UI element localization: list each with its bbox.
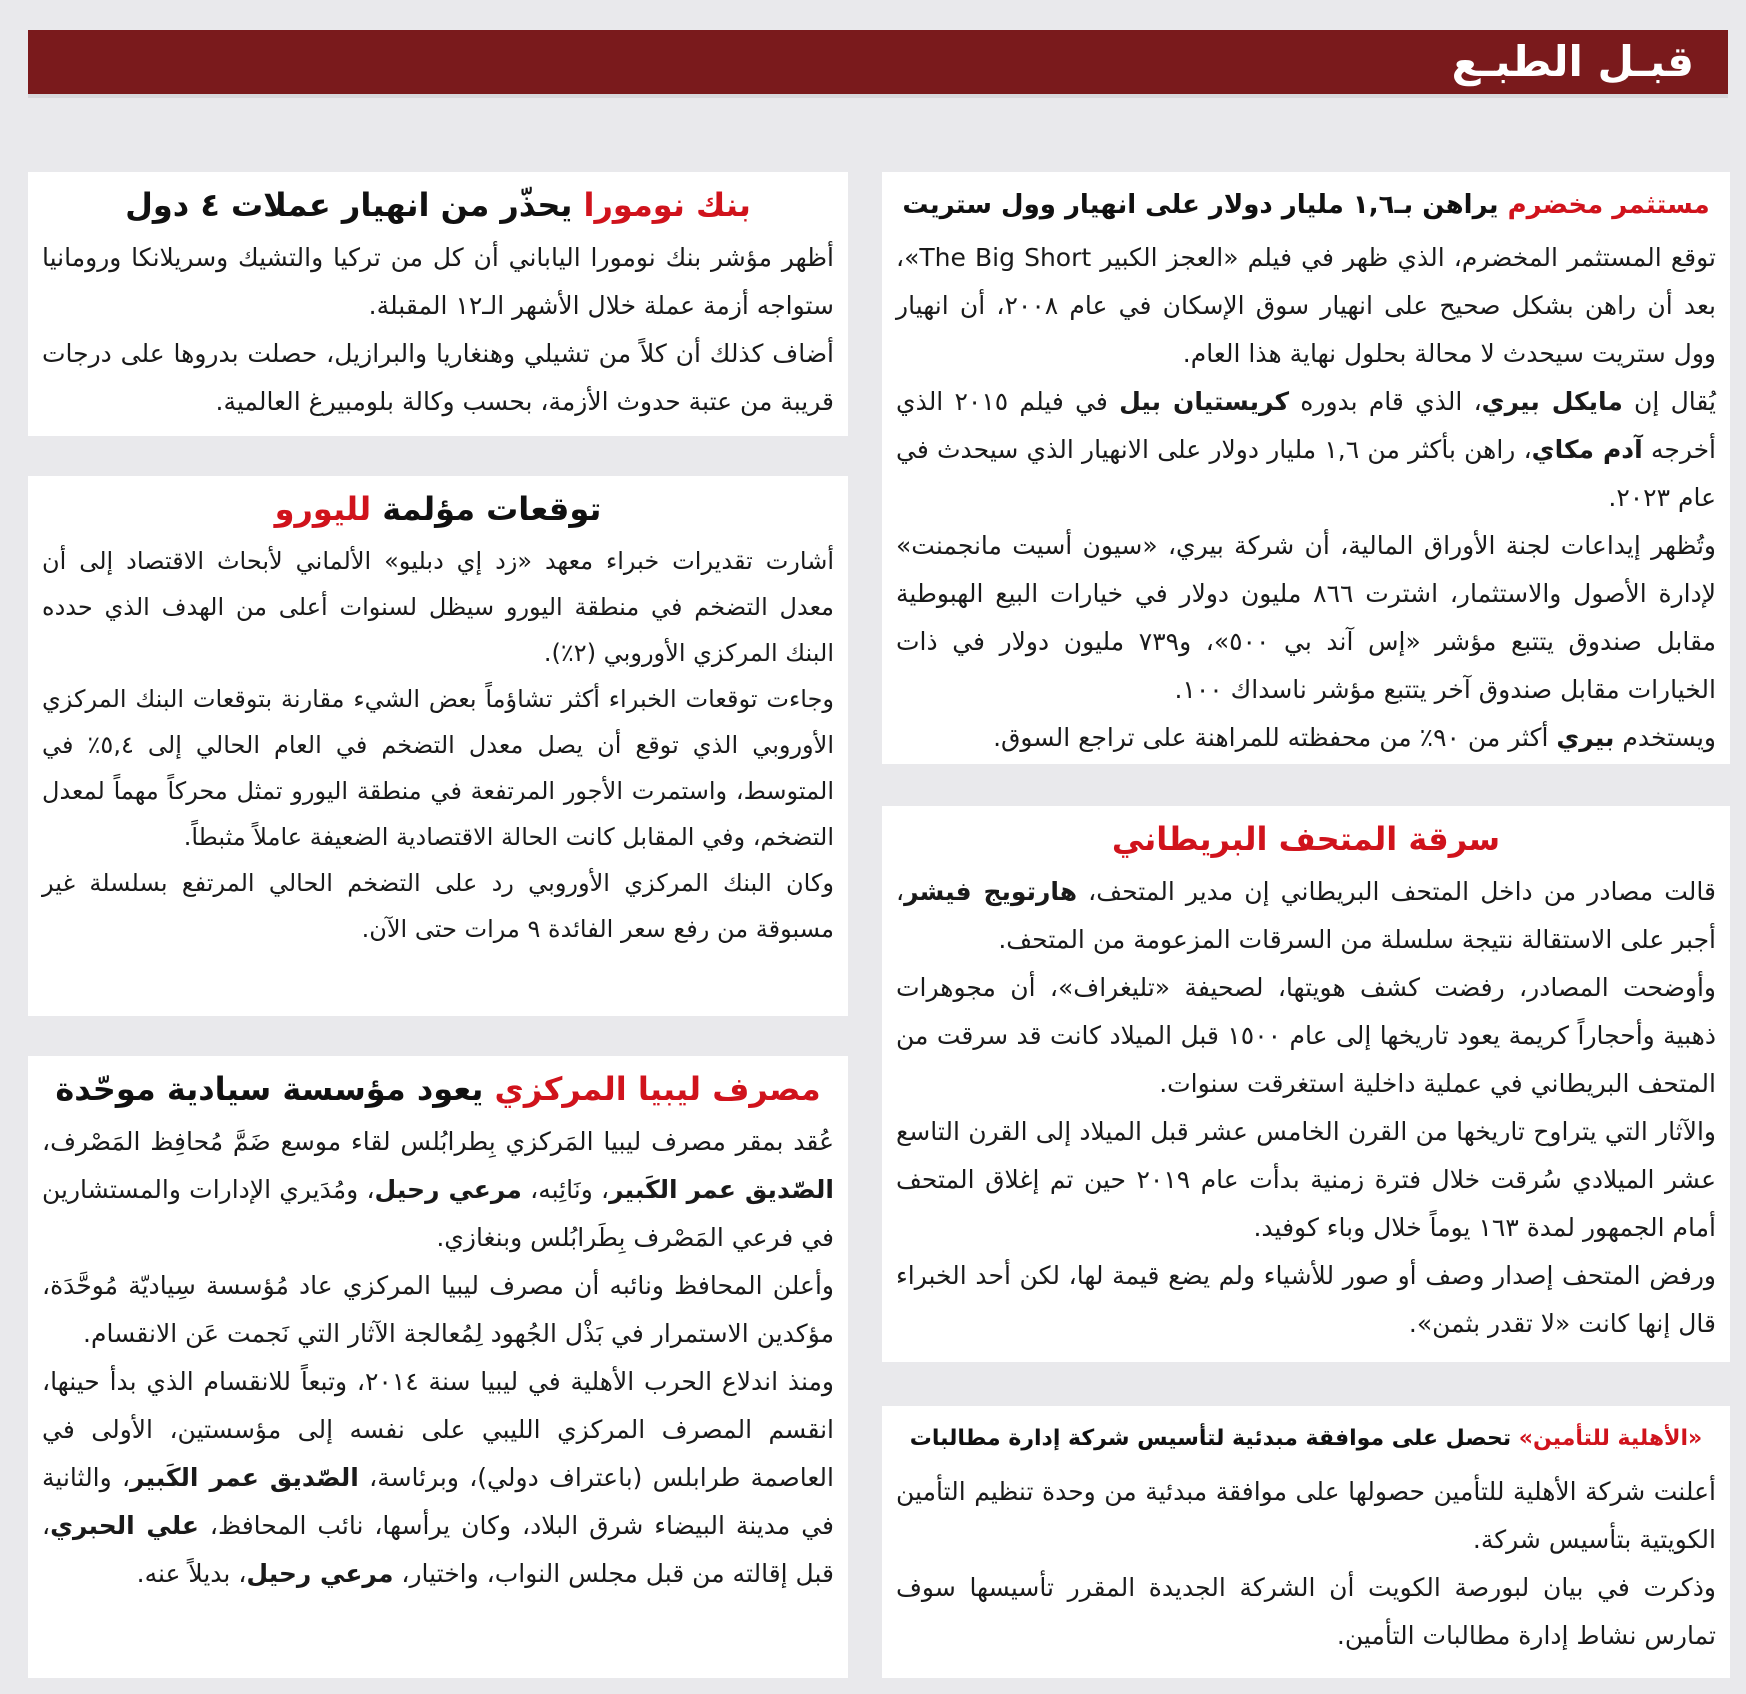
paragraph: وأوضحت المصادر، رفضت كشف هويتها، لصحيفة «تليغراف»، أن مجوهرات ذهبية وأحجاراً كريمة يعود تاريخها إلى عام ١٥٠٠ قبل الميلاد كانت قد سرقت من المتحف البريطاني في عملية داخلية استغرقت سنوات. [896, 973, 1716, 1098]
paragraph: عُقد بمقر مصرف ليبيا المَركزي بِطرابُلس لقاء موسع ضَمَّ مُحافِظ المَصْرف، الصّديق عمر الكَبير، ونَائِبه، مرعي رحيل، ومُدَيري الإدارات والمستشارين في فرعي المَصْرف بِطَرابُلس وبنغازي. [42, 1127, 834, 1252]
paragraph: أعلنت شركة الأهلية للتأمين حصولها على موافقة مبدئية من وحدة تنظيم التأمين الكويتية بتأسيس شركة. [896, 1477, 1716, 1554]
paragraph: ويستخدم بيري أكثر من ٩٠٪ من محفظته للمراهنة على تراجع السوق. [993, 723, 1716, 752]
article-euro [28, 476, 848, 1016]
article-title: بنك نومورا يحذّر من انهيار عملات ٤ دول [125, 186, 751, 224]
article-nomura [28, 172, 848, 436]
paragraph: ورفض المتحف إصدار وصف أو صور للأشياء ولم يضع قيمة لها، لكن أحد الخبراء قال إنها كانت «لا تقدر بثمن». [896, 1261, 1716, 1338]
article-title: توقعات مؤلمة لليورو [274, 490, 602, 528]
paragraph: وذكرت في بيان لبورصة الكويت أن الشركة الجديدة المقرر تأسيسها سوف تمارس نشاط إدارة مطالبات التأمين. [896, 1573, 1716, 1650]
paragraph: والآثار التي يتراوح تاريخها من القرن الخامس عشر قبل الميلاد إلى القرن التاسع عشر الميلادي سُرقت خلال فترة زمنية بدأت عام ٢٠١٩ حين تم إغلاق المتحف أمام الجمهور لمدة ١٦٣ يوماً خلال وباء كوفيد. [896, 1117, 1716, 1242]
paragraph: وأعلن المحافظ ونائبه أن مصرف ليبيا المركزي عاد مُؤسسة سِياديّة مُوحَّدَة، مؤكدين الاستمرار في بَذْل الجُهود لِمُعالجة الآثار التي نَجمت عَن الانقسام. [42, 1271, 834, 1348]
section-title: قبـل الطبـع [1451, 37, 1694, 86]
article-title: «الأهلية للتأمين» تحصل على موافقة مبدئية لتأسيس شركة إدارة مطالبات [909, 1426, 1703, 1451]
article-ahleia-insurance [882, 1406, 1730, 1678]
article-title: سرقة المتحف البريطاني [1111, 820, 1501, 858]
paragraph: وتُظهر إيداعات لجنة الأوراق المالية، أن شركة بيري، «سيون أسيت مانجمنت» لإدارة الأصول والاستثمار، اشترت ٨٦٦ مليون دولار في خيارات البيع الهبوطية مقابل صندوق يتتبع مؤشر «إس آند بي ٥٠٠»، و٧٣٩ مليون دولار في ذات الخيارات مقابل صندوق آخر يتتبع مؤشر ناسداك ١٠٠. [896, 531, 1716, 704]
paragraph: وجاءت توقعات الخبراء أكثر تشاؤماً بعض الشيء مقارنة بتوقعات البنك المركزي الأوروبي الذي توقع أن يصل معدل التضخم في العام الحالي إلى ٥,٤٪ في المتوسط، واستمرت الأجور المرتفعة في منطقة اليورو تمثل محركاً مهماً لمعدل التضخم، وفي المقابل كانت الحالة الاقتصادية الضعيفة عاملاً مثبطاً. [42, 685, 835, 851]
article-title: مصرف ليبيا المركزي يعود مؤسسة سيادية موحّدة [55, 1070, 821, 1108]
paragraph: أظهر مؤشر بنك نومورا الياباني أن كل من تركيا والتشيك وسريلانكا ورومانيا ستواجه أزمة عملة خلال الأشهر الـ١٢ المقبلة. [42, 243, 834, 320]
article-british-museum [882, 806, 1730, 1362]
article-big-short [882, 172, 1730, 764]
section-banner [28, 30, 1728, 94]
paragraph: أضاف كذلك أن كلاً من تشيلي وهنغاريا والبرازيل، حصلت بدروها على درجات قريبة من عتبة حدوث الأزمة، بحسب وكالة بلومبيرغ العالمية. [42, 339, 834, 416]
paragraph: أشارت تقديرات خبراء معهد «زد إي دبليو» الألماني لأبحاث الاقتصاد إلى أن معدل التضخم في منطقة اليورو سيظل لسنوات أعلى من الهدف الذي حدده البنك المركزي الأوروبي (٢٪). [42, 547, 834, 667]
paragraph: وكان البنك المركزي الأوروبي رد على التضخم الحالي المرتفع بسلسلة غير مسبوقة من رفع سعر الفائدة ٩ مرات حتى الآن. [42, 869, 834, 943]
paragraph: يُقال إن مايكل بيري، الذي قام بدوره كريستيان بيل في فيلم ٢٠١٥ الذي أخرجه آدم مكاي، راهن بأكثر من ١,٦ مليار دولار على الانهيار الذي سيحدث في عام ٢٠٢٣. [896, 387, 1717, 512]
paragraph: توقع المستثمر المخضرم، الذي ظهر في فيلم «العجز الكبير The Big Short»، بعد أن راهن بشكل صحيح على انهيار سوق الإسكان في عام ٢٠٠٨، أن انهيار وول ستريت سيحدث لا محالة بحلول نهاية هذا العام. [896, 243, 1717, 368]
article-title: مستثمر مخضرم يراهن بـ١,٦ مليار دولار على انهيار وول ستريت [902, 190, 1710, 220]
paragraph: قالت مصادر من داخل المتحف البريطاني إن مدير المتحف، هارتويج فيشر، أجبر على الاستقالة نتيجة سلسلة من السرقات المزعومة من المتحف. [896, 877, 1716, 954]
paragraph: ومنذ اندلاع الحرب الأهلية في ليبيا سنة ٢٠١٤، وتبعاً للانقسام الذي بدأ حينها، انقسم المصرف المركزي الليبي على نفسه إلى مؤسستين، الأولى في العاصمة طرابلس (باعتراف دولي)، وبرئاسة، الصّديق عمر الكَبير، والثانية في مدينة البيضاء شرق البلاد، وكان يرأسها، نائب المحافظ، علي الحبري، قبل إقالته من قبل مجلس النواب، واختيار، مرعي رحيل، بديلاً عنه. [42, 1367, 834, 1588]
article-libya-central-bank [28, 1056, 848, 1678]
